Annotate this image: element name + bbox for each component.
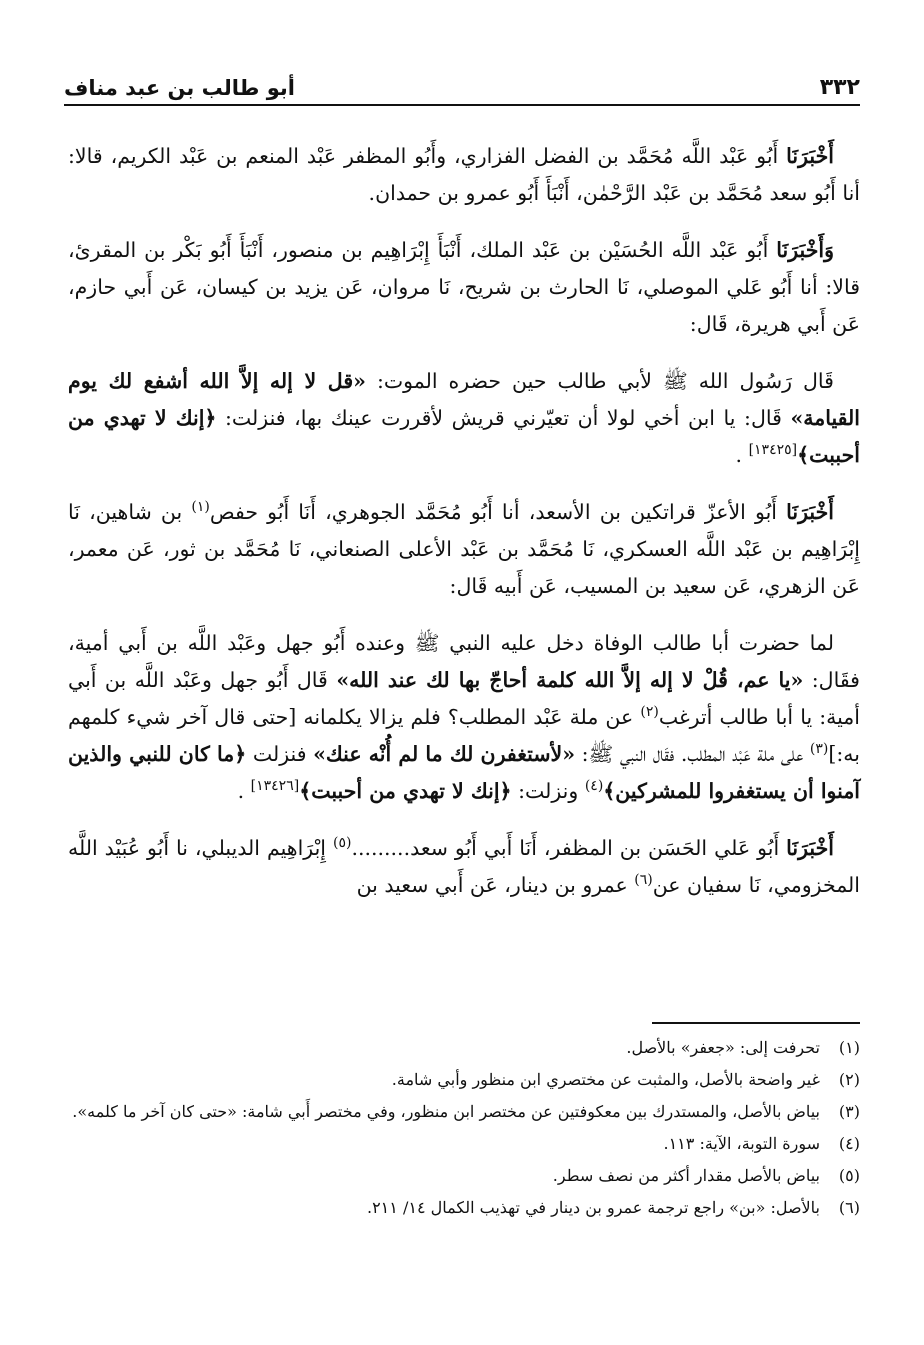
footnote-number: (٦) — [838, 1198, 860, 1217]
hadith-paragraph-2 — [68, 625, 860, 810]
isnad-paragraph-2 — [68, 232, 860, 343]
paragraph-text: عمرو بن دينار، عَن أَبي سعيد بن — [356, 873, 628, 897]
quran-quote: ﴿ما كان للنبي والذين آمنوا أن يستغفروا للمشركين﴾ — [68, 742, 860, 803]
hadith-quote: «يا عم، قُلْ لا إله إلاَّ الله كلمة أحاجّ بها لك عند الله» — [336, 668, 804, 692]
paragraph-text: قَال أَبُو جهل وعَبْد اللَّه بن أَبي أمية: يا أبا طالب أترغب — [68, 668, 860, 729]
paragraph-text: أَبُو الأعزّ قراتكين بن الأسعد، أنا أَبُو مُحَمَّد الجوهري، أَنَا أَبُو حفص — [209, 500, 777, 524]
paragraph-text: فنزلت — [252, 742, 307, 766]
paragraph-text: بن شاهين، نَا إِبْرَاهِيم بن عَبْد اللَّه العسكري، نَا مُحَمَّد بن عَبْد الأعلى الصنعاني، نَا مُحَمَّد بن ثور، عَن معمر، عَن الزهري، عَن سعيد بن المسيب، عَن أَبيه قَال: — [68, 500, 860, 598]
footnote-item — [68, 1130, 860, 1158]
footnote-text: سورة التوبة، الآية: ١١٣. — [663, 1134, 820, 1153]
footnote-divider — [652, 1022, 860, 1024]
isnad-paragraph-3 — [68, 494, 860, 605]
paragraph-text: لما حضرت أبا طالب الوفاة دخل عليه النبي ﷺ وعنده أَبُو جهل وعَبْد اللَّه بن أَبي أمية، فقَال: — [68, 631, 860, 692]
footnote-text: تحرفت إلى: «جعفر» بالأصل. — [626, 1038, 820, 1057]
footnote-number: (٣) — [838, 1102, 860, 1121]
akhbarana-lead: أَخْبَرَنَا — [786, 836, 834, 860]
paragraph-text: ونزلت: — [518, 779, 579, 803]
hadith-number: [١٣٤٢٥] — [748, 442, 798, 459]
main-text — [68, 138, 860, 924]
footnote-number: (٢) — [838, 1070, 860, 1089]
akhbarana-lead: أَخْبَرَنَا — [786, 144, 834, 168]
hadith-quote: «لأستغفرن لك ما لم أُنْه عنك» — [313, 742, 576, 766]
footnote-number: (١) — [838, 1038, 860, 1057]
footnote-text: بالأصل: «بن» راجع ترجمة عمرو بن دينار في تهذيب الكمال ١٤/ ٢١١. — [366, 1198, 820, 1217]
paragraph-text: قَال رَسُول الله ﷺ لأبي طالب حين حضره الموت: — [376, 369, 834, 393]
page-header — [64, 66, 860, 106]
footnote-item — [68, 1162, 860, 1190]
running-title: أبو طالب بن عبد مناف — [64, 76, 295, 100]
footnote-text: بياض بالأصل، والمستدرك بين معكوفتين عن مختصر ابن منظور، وفي مختصر أَبي شامة: «حتى كان آخر ما كلمه». — [72, 1102, 820, 1121]
footnote-marker: (٦) — [634, 872, 653, 889]
footnote-marker: (١) — [191, 499, 210, 516]
footnote-text: بياض بالأصل مقدار أكثر من نصف سطر. — [552, 1166, 820, 1185]
quran-quote: ﴿إنك لا تهدي من أحببت﴾ — [299, 779, 512, 803]
paragraph-text: أَبُو عَبْد اللَّه الحُسَيْن بن عَبْد الملك، أَنْبَأَ إِبْرَاهِيم بن منصور، أَنْبَأَ أَبُو بَكْر بن المقرئ، قالا: أنا أَبُو عَلي الموصلي، نَا الحارث بن شريح، نَا مروان، عَن يزيد بن كيسان، عَن أَبي حازم، عَن أَبي هريرة، قَال: — [68, 238, 860, 336]
akhbarana-lead: وَأَخْبَرَنَا — [776, 238, 834, 262]
footnote-item — [68, 1098, 860, 1126]
isnad-paragraph-4 — [68, 830, 860, 904]
footnote-marker: (٤) — [584, 778, 604, 795]
hadith-paragraph-1 — [68, 363, 860, 474]
footnote-item — [68, 1066, 860, 1094]
paragraph-text: إِبْرَاهِيم الديبلي، نا أَبُو عُبَيْد اللَّه المخزومي، نَا سفيان عن — [68, 836, 860, 897]
paragraph-text: . — [735, 443, 743, 467]
page-number: ٣٣٢ — [819, 75, 860, 100]
akhbarana-lead: أَخْبَرَنَا — [786, 500, 834, 524]
paragraph-text: أَبُو عَبْد اللَّه مُحَمَّد بن الفضل الفزاري، وأَبُو المظفر عَبْد المنعم بن عَبْد الكريم، قالا: أنا أَبُو سعد مُحَمَّد بن عَبْد الرَّحْمٰن، أَنْبَأَ أَبُو عمرو بن حمدان. — [68, 144, 860, 205]
footnote-number: (٥) — [838, 1166, 860, 1185]
footnote-number: (٤) — [838, 1134, 860, 1153]
isnad-paragraph-1 — [68, 138, 860, 212]
footnote-item — [68, 1194, 860, 1222]
footnote-marker: (٥) — [332, 835, 352, 852]
paragraph-text: قَال: يا ابن أخي لولا أن تعيّرني قريش لأقررت عينك بها، فنزلت: — [225, 406, 782, 430]
footnote-marker: (٢) — [640, 704, 659, 721]
paragraph-text: . — [237, 779, 245, 803]
paragraph-text: أَبُو عَلي الحَسَن بن المظفر، أَنَا أَبي أَبُو سعد......... — [351, 836, 780, 860]
footnote-marker: (٣) — [809, 741, 829, 758]
paragraph-text: عن ملة عَبْد المطلب؟ فلم يزالا يكلمانه [حتى قال آخر شيء كلمهم به:] — [68, 705, 860, 766]
hadith-quote: «قل لا إله إلاَّ الله أشفع لك يوم القيامة» — [68, 369, 860, 430]
paragraph-text: على ملة عَبْد المطلب. فقَال النبي ﷺ: — [581, 742, 804, 766]
footnotes — [68, 1034, 860, 1226]
footnote-item — [68, 1034, 860, 1062]
hadith-number: [١٣٤٢٦] — [250, 778, 300, 795]
footnote-text: غير واضحة بالأصل، والمثبت عن مختصري ابن منظور وأبي شامة. — [391, 1070, 820, 1089]
quran-quote: ﴿إنك لا تهدي من أحببت﴾ — [68, 406, 860, 467]
